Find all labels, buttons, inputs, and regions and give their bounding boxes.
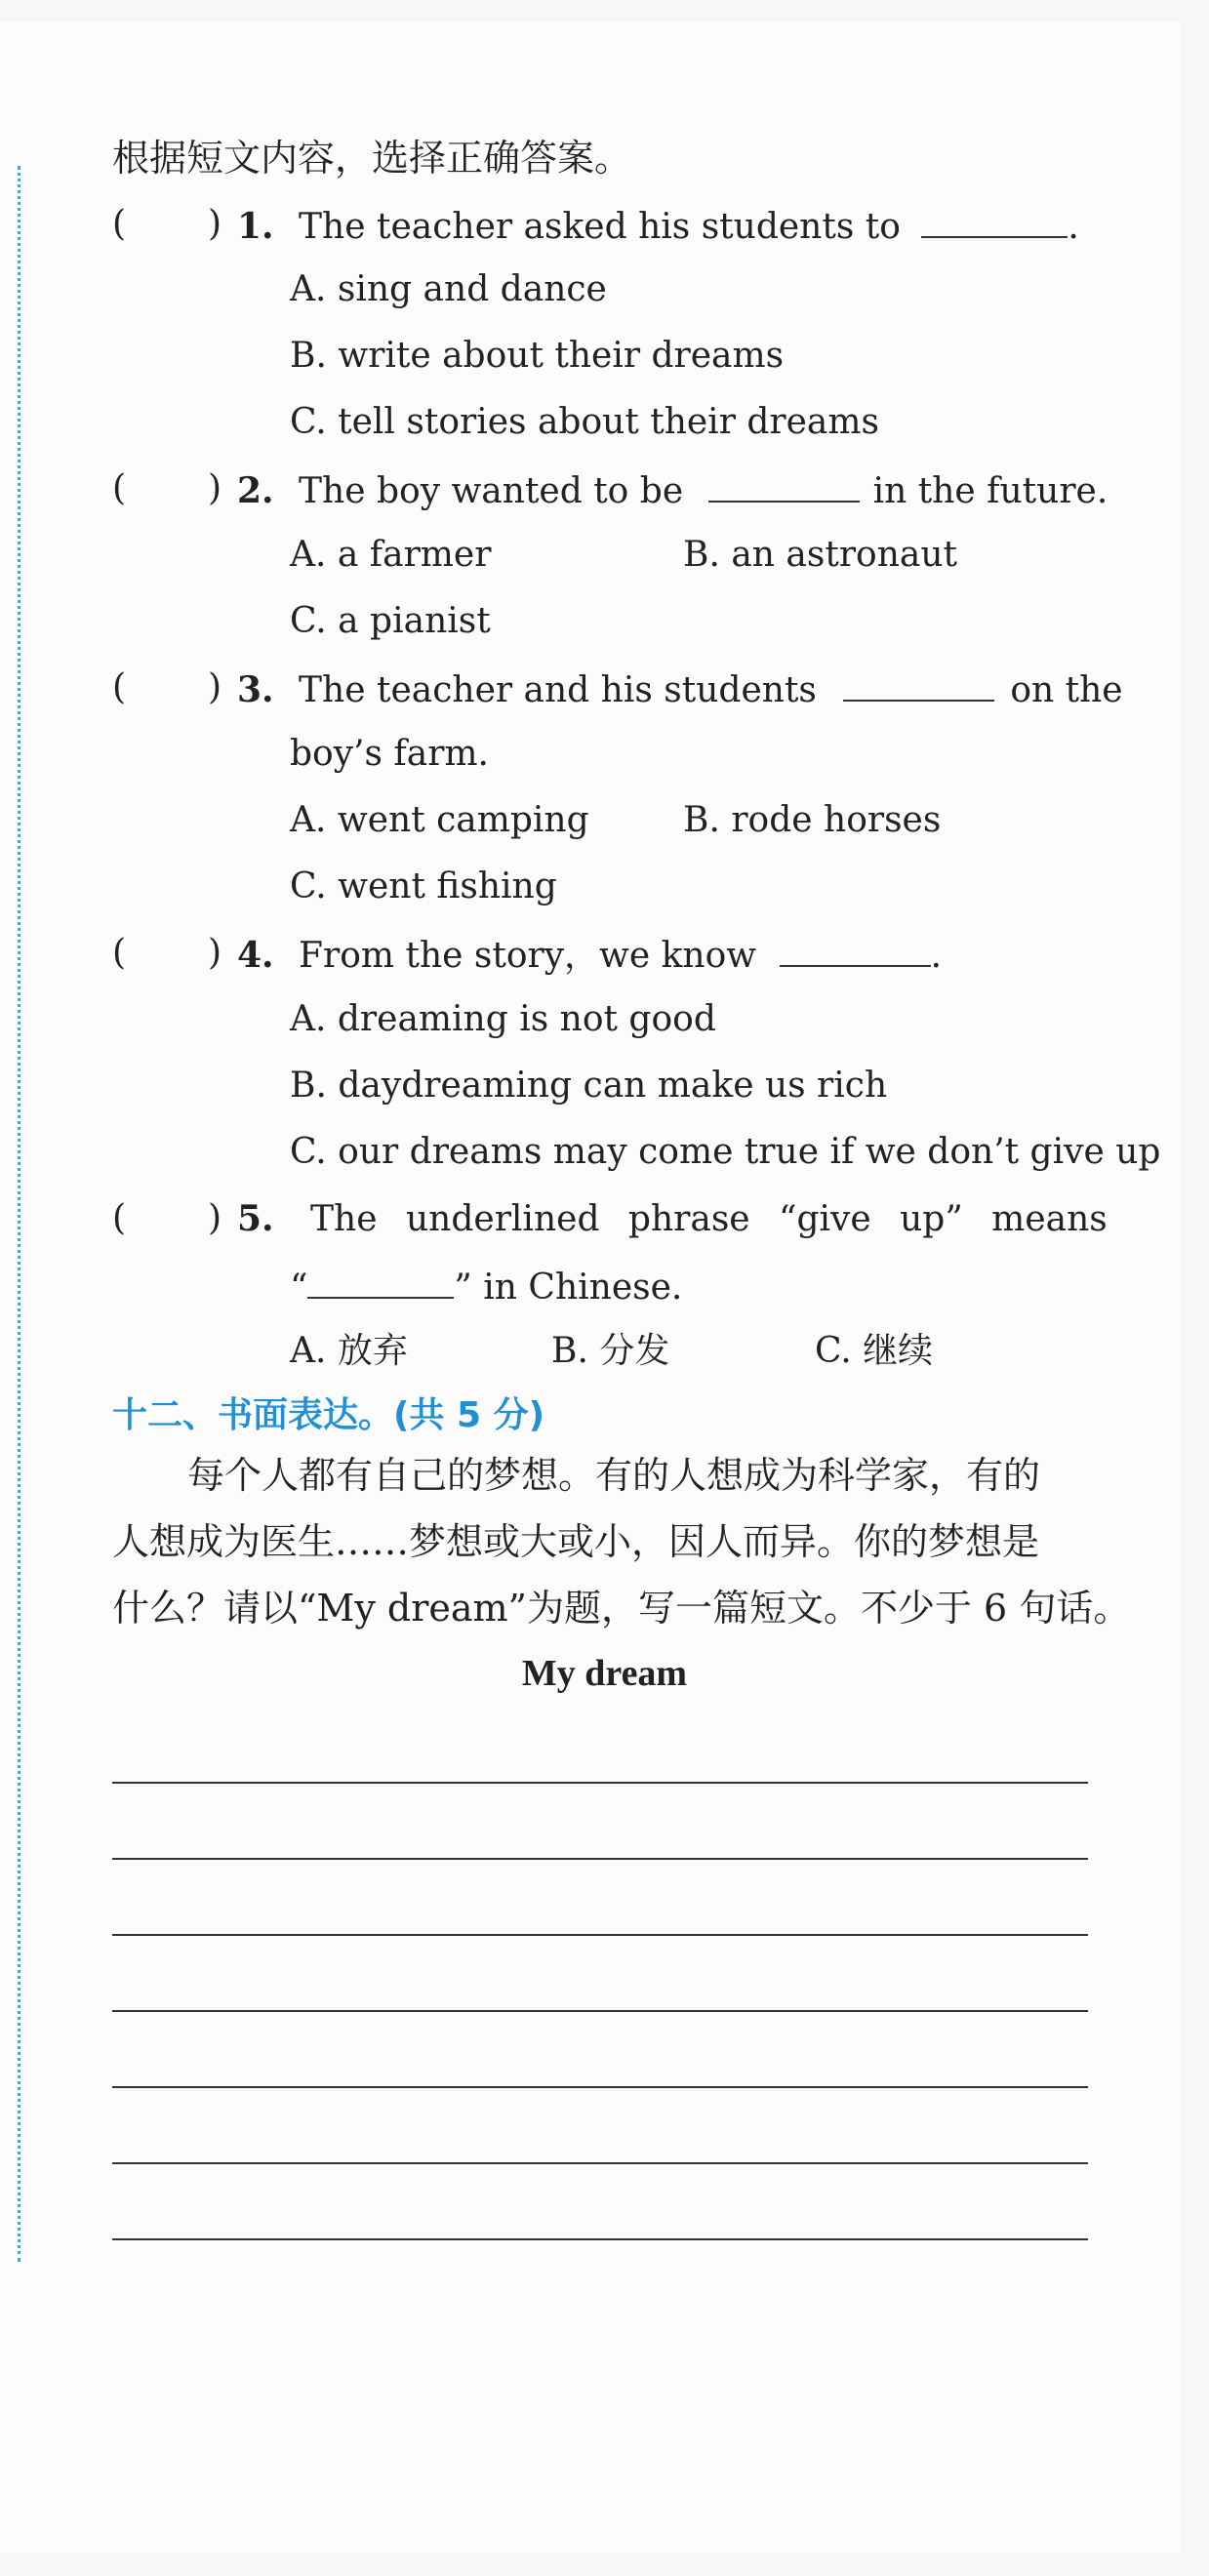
- question-number: 4.: [237, 935, 274, 976]
- answer-paren-close: ): [208, 933, 222, 973]
- answer-paren-close: ): [208, 468, 222, 508]
- question-4-stem: [237, 932, 942, 978]
- stem-text: The teacher and his students: [299, 670, 817, 710]
- answer-blank: [843, 666, 994, 702]
- answer-paren-open: (: [112, 468, 127, 508]
- answer-blank: [708, 467, 860, 503]
- question-number: 2.: [237, 470, 274, 511]
- stem-text: The boy wanted to be: [299, 471, 684, 511]
- option-a: A. 放弃: [290, 1331, 408, 1371]
- option-c: C. a pianist: [290, 601, 491, 641]
- option-b: B. an astronaut: [683, 535, 958, 575]
- stem-text: The underlined phrase “give up” means: [310, 1199, 1108, 1239]
- question-1-stem: [237, 203, 1079, 249]
- option-c: C. tell stories about their dreams: [290, 402, 879, 442]
- question-number: 3.: [237, 669, 274, 710]
- writing-line[interactable]: [112, 1858, 1088, 1860]
- option-c: C. 继续: [815, 1331, 934, 1371]
- stem-text-end: .: [930, 936, 943, 976]
- option-b: B. 分发: [551, 1331, 670, 1371]
- stem-text: From the story，we know: [299, 936, 757, 976]
- question-2-stem: [237, 467, 1108, 513]
- writing-line[interactable]: [112, 2238, 1088, 2240]
- stem-text-end: .: [1068, 207, 1079, 247]
- writing-line[interactable]: [112, 2162, 1088, 2164]
- option-a: A. dreaming is not good: [290, 999, 716, 1039]
- option-a: A. sing and dance: [290, 269, 607, 309]
- prompt-line-2: 人想成为医生……梦想或大或小，因人而异。你的梦想是: [112, 1520, 1040, 1563]
- answer-paren-open: (: [112, 1198, 127, 1238]
- option-a: A. a farmer: [290, 535, 492, 575]
- stem-text-end: on the: [1010, 670, 1123, 710]
- stem-line-2: boy’s farm.: [290, 734, 489, 774]
- question-number: 5.: [237, 1198, 274, 1239]
- answer-blank: [780, 932, 931, 967]
- writing-line[interactable]: [112, 2086, 1088, 2088]
- answer-blank: [307, 1264, 454, 1299]
- instruction-text: 根据短文内容，选择正确答案。: [112, 137, 632, 180]
- answer-paren-close: ): [208, 1198, 222, 1238]
- writing-line[interactable]: [112, 1934, 1088, 1936]
- prompt-line-1: 每个人都有自己的梦想。有的人想成为科学家，有的: [187, 1454, 1041, 1497]
- option-b: B. rode horses: [683, 800, 942, 840]
- stem-text: The teacher asked his students to: [299, 207, 901, 247]
- essay-title: My dream: [521, 1653, 688, 1694]
- stem-text-end: ” in Chinese.: [454, 1268, 683, 1308]
- answer-paren-close: ): [208, 204, 222, 244]
- answer-paren-open: (: [112, 667, 127, 707]
- option-a: A. went camping: [290, 800, 589, 840]
- writing-line[interactable]: [112, 1782, 1088, 1784]
- stem-text-end: in the future.: [872, 471, 1108, 511]
- prompt-line-3: 什么？请以“My dream”为题，写一篇短文。不少于 6 句话。: [112, 1587, 1131, 1630]
- option-b: B. write about their dreams: [290, 336, 785, 376]
- option-c: C. our dreams may come true if we don’t give up: [290, 1132, 1161, 1172]
- option-c: C. went fishing: [290, 866, 557, 906]
- writing-line[interactable]: [112, 2010, 1088, 2012]
- answer-paren-open: (: [112, 204, 127, 244]
- stem-text: “: [290, 1268, 308, 1308]
- question-3-stem: [237, 666, 1123, 712]
- binding-dotted-line: [18, 166, 20, 2262]
- stem-line-2: [290, 1264, 682, 1309]
- answer-paren-open: (: [112, 933, 127, 973]
- answer-paren-close: ): [208, 667, 222, 707]
- question-5-stem: [237, 1197, 1108, 1241]
- section-12-heading: 十二、书面表达。(共 5 分): [112, 1395, 545, 1435]
- option-b: B. daydreaming can make us rich: [290, 1066, 888, 1106]
- question-number: 1.: [237, 206, 274, 247]
- answer-blank: [921, 203, 1068, 238]
